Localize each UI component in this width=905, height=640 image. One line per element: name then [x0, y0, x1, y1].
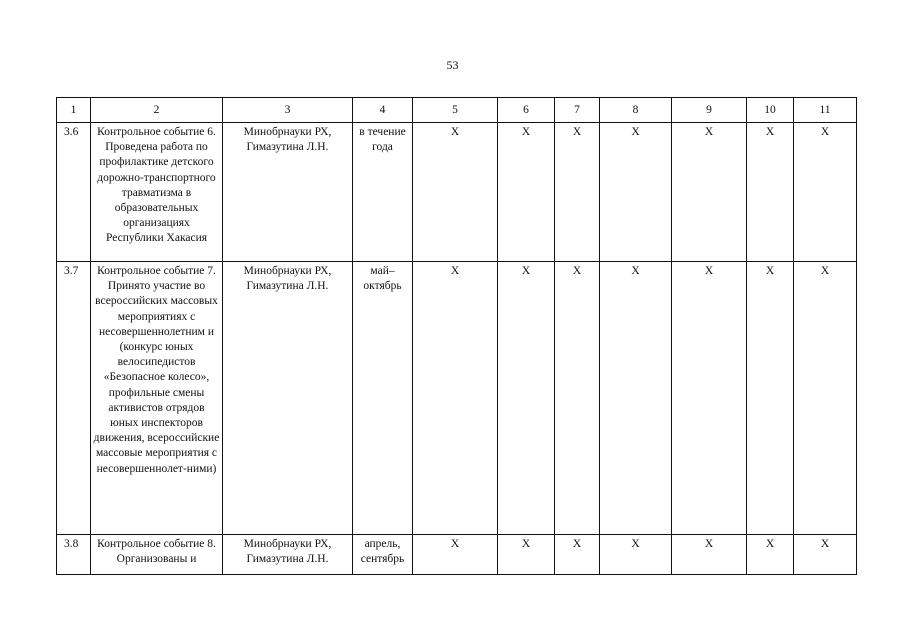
- period-cell: апрель, сентябрь: [353, 535, 413, 575]
- x-mark: Х: [572, 126, 582, 138]
- x-mark: Х: [631, 265, 640, 277]
- column-header: 4: [353, 98, 413, 123]
- column-header: 8: [600, 98, 672, 123]
- mark-cell: [747, 123, 794, 262]
- column-header: 1: [57, 98, 91, 123]
- mark-cell: [413, 262, 498, 535]
- x-mark: Х: [704, 538, 714, 550]
- row-number: 3.7: [57, 262, 91, 535]
- column-header: 2: [91, 98, 223, 123]
- executor-cell: Минобрнауки РХ, Гимазутина Л.Н.: [223, 535, 353, 575]
- column-header: 10: [747, 98, 794, 123]
- x-mark: Х: [820, 538, 830, 550]
- x-mark: Х: [450, 126, 460, 138]
- x-mark: Х: [765, 126, 775, 138]
- x-mark: Х: [572, 538, 582, 550]
- mark-cell: [600, 262, 672, 535]
- x-mark: Х: [521, 126, 531, 138]
- plan-table: [56, 97, 857, 575]
- event-cell: Контрольное событие 8. Организованы и: [91, 535, 223, 575]
- mark-cell: [555, 535, 600, 575]
- x-mark: Х: [572, 265, 582, 277]
- x-mark: Х: [765, 538, 775, 550]
- mark-cell: [555, 123, 600, 262]
- column-header: 5: [413, 98, 498, 123]
- event-cell: Контрольное событие 6. Проведена работа по профилактике детского дорожно-транспортного травматизма в образовательных организациях Республики Хакасия: [91, 123, 223, 262]
- x-mark: Х: [521, 538, 531, 550]
- column-header: 3: [223, 98, 353, 123]
- table-row: [57, 123, 857, 262]
- table-row: [57, 535, 857, 575]
- column-header: 9: [672, 98, 747, 123]
- mark-cell: [747, 535, 794, 575]
- mark-cell: [794, 535, 857, 575]
- x-mark: Х: [450, 538, 460, 550]
- mark-cell: [498, 123, 555, 262]
- column-header: 7: [555, 98, 600, 123]
- x-mark: Х: [704, 126, 714, 138]
- mark-cell: [498, 262, 555, 535]
- mark-cell: [794, 123, 857, 262]
- mark-cell: [413, 535, 498, 575]
- period-cell: в течение года: [353, 123, 413, 262]
- column-header: 6: [498, 98, 555, 123]
- mark-cell: [600, 535, 672, 575]
- x-mark: Х: [631, 126, 640, 138]
- mark-cell: [672, 535, 747, 575]
- x-mark: Х: [631, 538, 640, 550]
- mark-cell: [600, 123, 672, 262]
- x-mark: Х: [521, 265, 531, 277]
- page-number: 53: [446, 58, 459, 72]
- x-mark: Х: [450, 265, 460, 277]
- mark-cell: [794, 262, 857, 535]
- mark-cell: [672, 262, 747, 535]
- mark-cell: [498, 535, 555, 575]
- table-row: [57, 262, 857, 535]
- x-mark: Х: [765, 265, 775, 277]
- event-cell: Контрольное событие 7. Принято участие во всероссийских массовых мероприятиях с несовершеннолетним и (конкурс юных велосипедистов «Безопасное колесо», профильные смены активистов отрядов юных инспекторов движения, всероссийские массовые мероприятия с несовершеннолет-ними): [91, 262, 223, 535]
- executor-cell: Минобрнауки РХ, Гимазутина Л.Н.: [223, 123, 353, 262]
- mark-cell: [747, 262, 794, 535]
- period-cell: май–октябрь: [353, 262, 413, 535]
- x-mark: Х: [820, 126, 830, 138]
- row-number: 3.6: [57, 123, 91, 262]
- column-header: 11: [794, 98, 857, 123]
- x-mark: Х: [820, 265, 830, 277]
- mark-cell: [555, 262, 600, 535]
- mark-cell: [413, 123, 498, 262]
- executor-cell: Минобрнауки РХ, Гимазутина Л.Н.: [223, 262, 353, 535]
- table-header-row: [57, 98, 857, 123]
- row-number: 3.8: [57, 535, 91, 575]
- mark-cell: [672, 123, 747, 262]
- x-mark: Х: [704, 265, 714, 277]
